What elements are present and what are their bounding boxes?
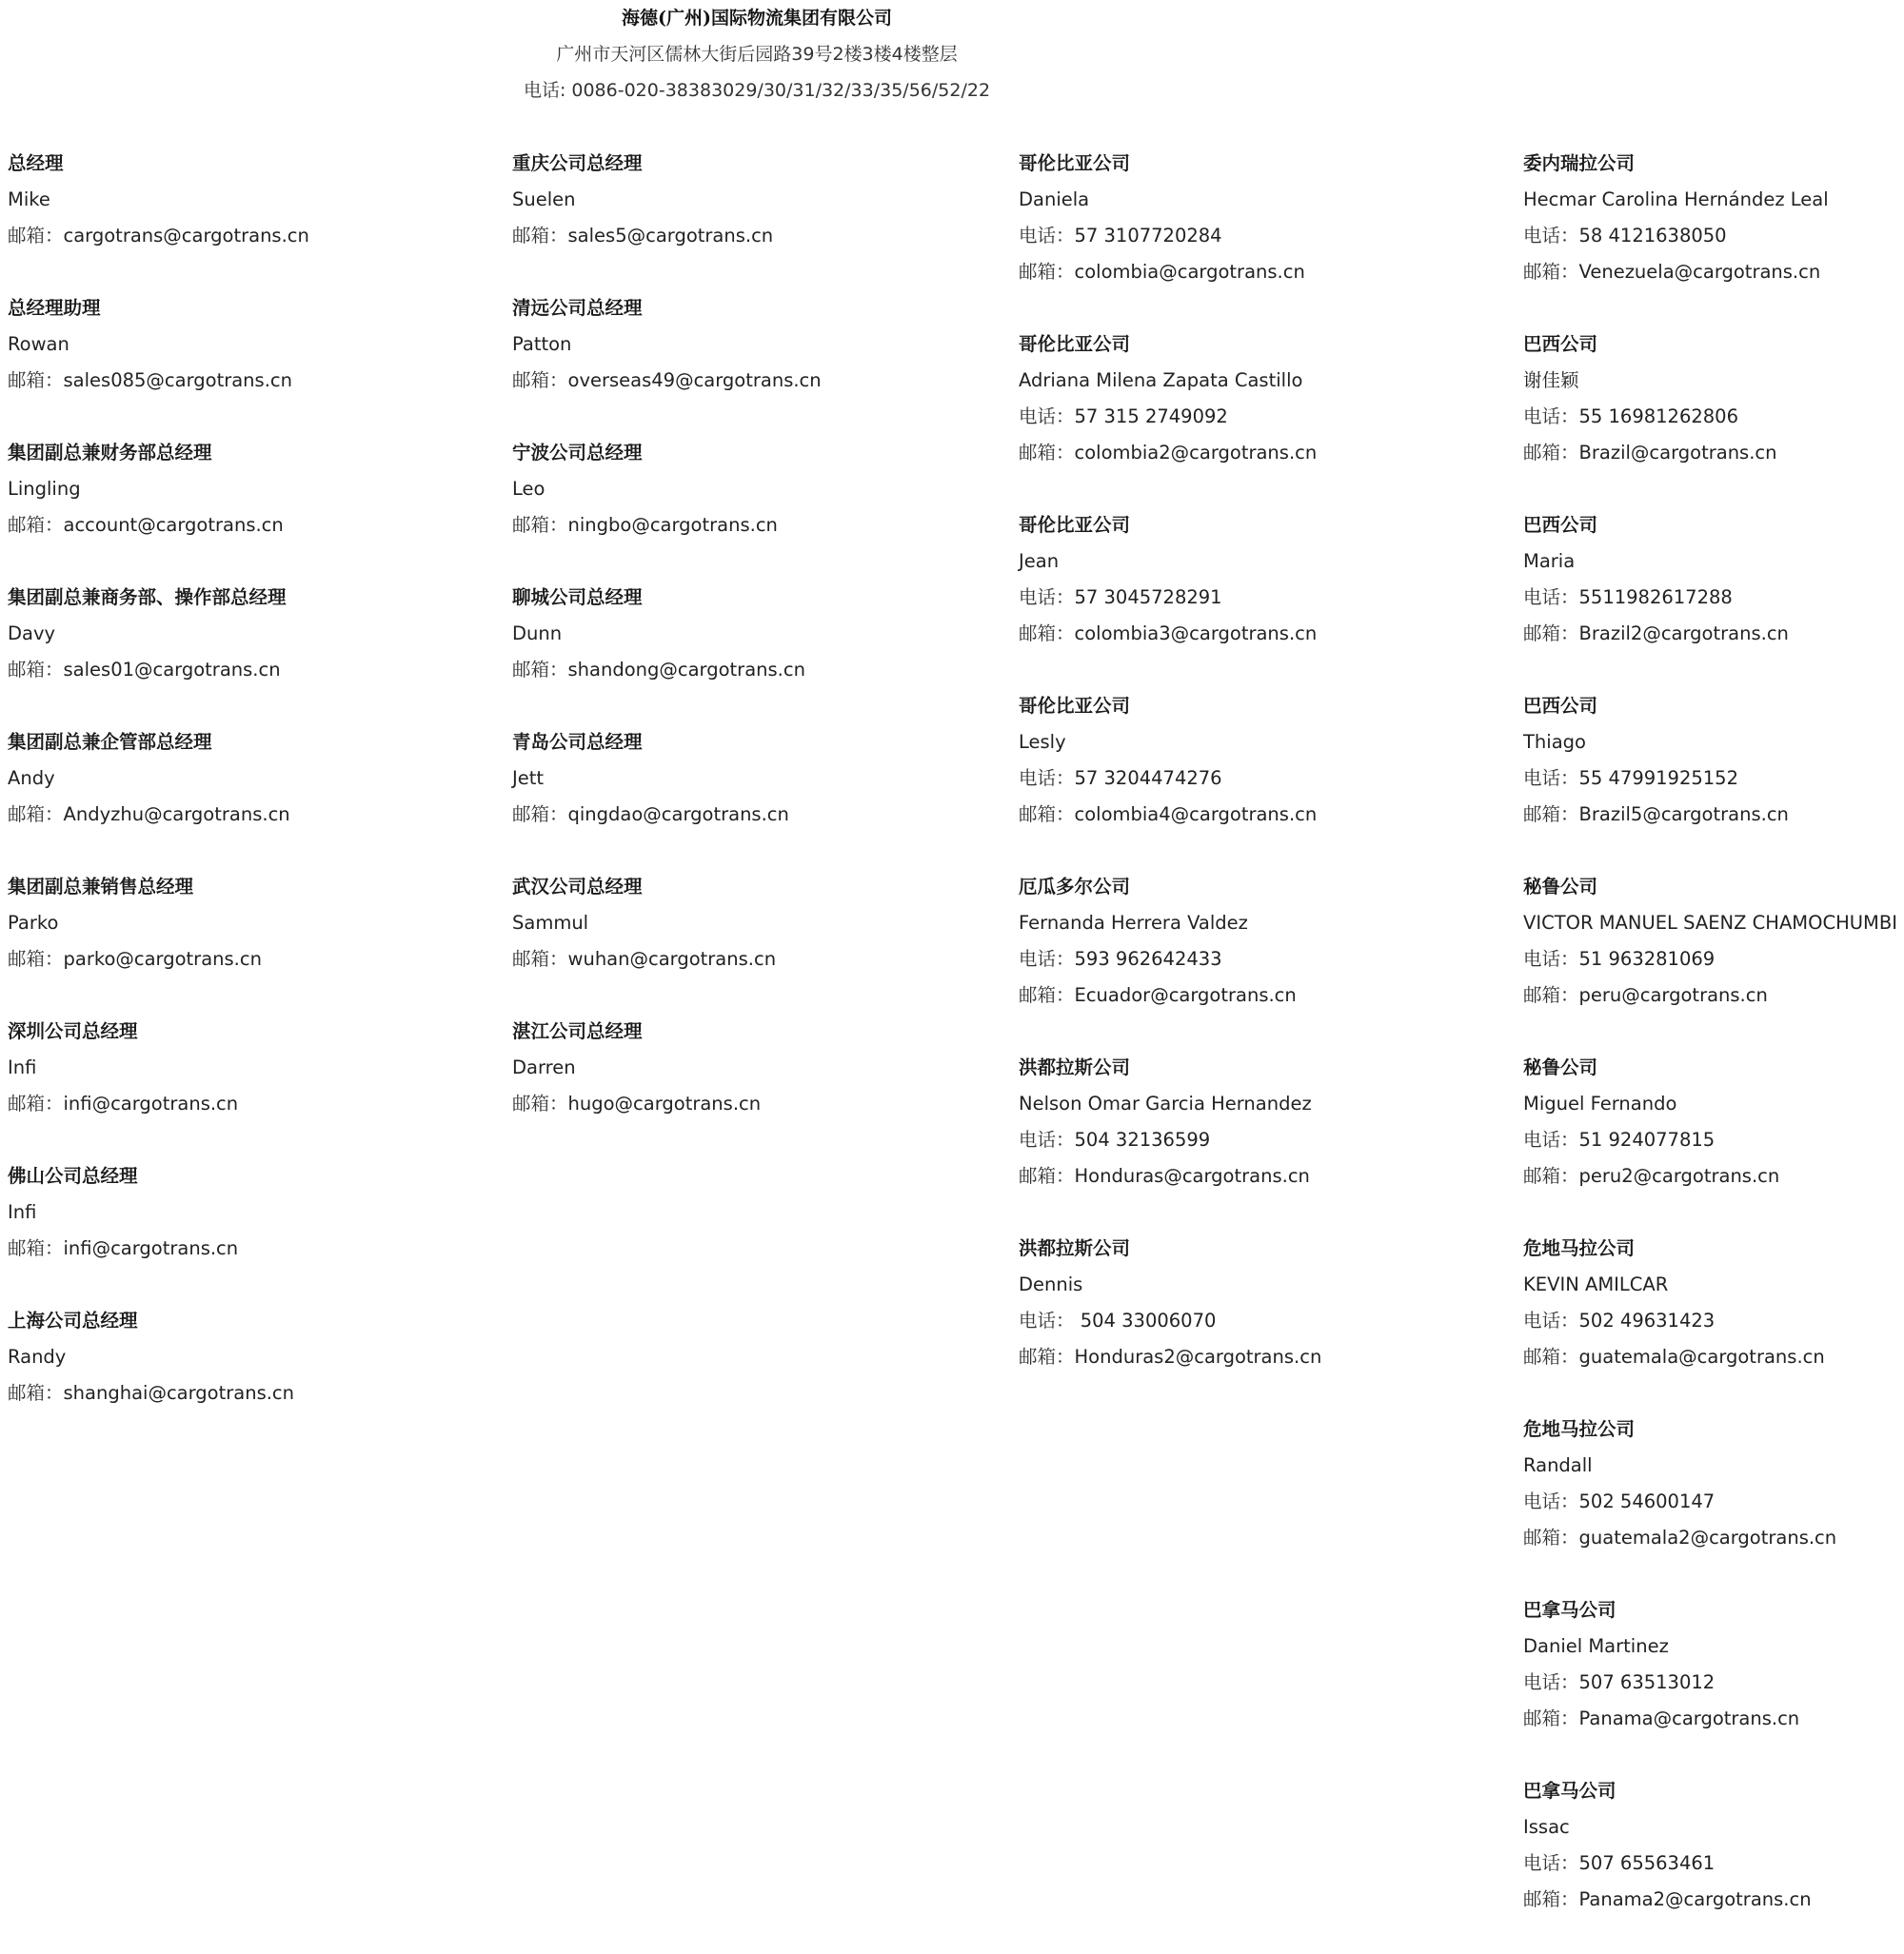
contact-entry (1523, 1773, 1897, 1918)
company-address: 广州市天河区儒林大街后园路39号2楼3楼4楼整层 (556, 44, 958, 65)
entry-title: 清远公司总经理 (512, 297, 643, 319)
contact-entry (1019, 869, 1321, 1014)
contact-entry (8, 1303, 309, 1411)
email-value[interactable]: Venezuela@cargotrans.cn (1578, 261, 1821, 283)
email-label: 邮箱： (1523, 622, 1579, 644)
contact-name: Darren (512, 1056, 576, 1078)
email-label: 邮箱： (1523, 1346, 1579, 1368)
email-label: 邮箱： (8, 225, 64, 247)
phone-row (1523, 760, 1897, 797)
contact-entry (8, 1158, 309, 1267)
phone-value: 57 3107720284 (1074, 225, 1222, 247)
phone-label: 电话： (1019, 767, 1075, 789)
contact-entry (1523, 1050, 1897, 1194)
phone-value: 502 49631423 (1578, 1310, 1716, 1332)
phone-label: 电话： (1523, 225, 1579, 247)
contact-name: Suelen (512, 188, 576, 210)
entry-title: 重庆公司总经理 (512, 152, 643, 174)
email-label: 邮箱： (1019, 1165, 1075, 1187)
contact-name: Mike (8, 188, 50, 210)
entry-title: 聊城公司总经理 (512, 586, 643, 608)
email-label: 邮箱： (1019, 984, 1075, 1006)
email-row (1523, 616, 1897, 652)
phone-value: 55 47991925152 (1578, 767, 1738, 789)
phone-label: 电话： (1523, 767, 1579, 789)
phone-row (1523, 1303, 1897, 1339)
contact-column-2 (512, 146, 822, 1158)
entry-title: 集团副总兼企管部总经理 (8, 731, 212, 753)
company-name: 海德(广州)国际物流集团有限公司 (622, 8, 892, 29)
contact-entry (1523, 146, 1897, 290)
phone-row (1019, 218, 1321, 254)
email-row (512, 1086, 822, 1122)
email-value[interactable]: Panama2@cargotrans.cn (1578, 1888, 1812, 1910)
contact-entry (1019, 507, 1321, 652)
phone-value: 51 924077815 (1578, 1129, 1716, 1151)
entry-title: 洪都拉斯公司 (1019, 1237, 1131, 1259)
entry-title: 武汉公司总经理 (512, 876, 643, 898)
entry-title: 巴拿马公司 (1523, 1599, 1616, 1621)
email-label: 邮箱： (1523, 1707, 1579, 1729)
contact-entry (1523, 326, 1897, 471)
contact-name: Jett (512, 767, 545, 789)
email-row (8, 218, 309, 254)
entry-title: 厄瓜多尔公司 (1019, 876, 1131, 898)
contact-name: Sammul (512, 912, 589, 934)
email-label: 邮箱： (512, 659, 568, 681)
email-value[interactable]: infi@cargotrans.cn (63, 1093, 239, 1115)
email-label: 邮箱： (512, 514, 568, 536)
contact-name: Maria (1523, 550, 1576, 572)
email-row (1019, 1339, 1321, 1375)
contact-entry (512, 869, 822, 977)
email-value[interactable]: colombia@cargotrans.cn (1074, 261, 1305, 283)
email-value[interactable]: Panama@cargotrans.cn (1578, 1707, 1800, 1729)
entry-title: 佛山公司总经理 (8, 1165, 138, 1187)
contact-name: Randall (1523, 1454, 1593, 1476)
contact-name: Andy (8, 767, 55, 789)
contact-name: 谢佳颖 (1523, 369, 1579, 391)
phone-value: 504 32136599 (1074, 1129, 1211, 1151)
contact-name: Issac (1523, 1816, 1570, 1838)
email-row (8, 1375, 309, 1411)
email-row (1523, 1882, 1897, 1918)
email-label: 邮箱： (8, 1237, 64, 1259)
contact-name: Miguel Fernando (1523, 1093, 1677, 1115)
contact-name: Infi (8, 1201, 37, 1223)
email-label: 邮箱： (1019, 1346, 1075, 1368)
phone-label: 电话： (1523, 1671, 1579, 1693)
email-label: 邮箱： (1523, 442, 1579, 464)
phone-label: 电话： (1523, 1852, 1579, 1874)
email-label: 邮箱： (8, 514, 64, 536)
contact-entry (8, 580, 309, 688)
contact-name: Infi (8, 1056, 37, 1078)
email-row (8, 1231, 309, 1267)
phone-value: 57 3204474276 (1074, 767, 1222, 789)
phone-value: 593 962642433 (1074, 948, 1222, 970)
email-row (8, 1086, 309, 1122)
phone-row (1019, 760, 1321, 797)
email-value[interactable]: peru@cargotrans.cn (1578, 984, 1768, 1006)
email-row (1019, 254, 1321, 290)
contact-entry (512, 724, 822, 833)
phone-value: 507 65563461 (1578, 1852, 1716, 1874)
phone-row (1523, 941, 1897, 977)
contact-name: Thiago (1523, 731, 1586, 753)
contact-name: Dennis (1019, 1273, 1083, 1295)
email-label: 邮箱： (8, 369, 64, 391)
email-row (1019, 616, 1321, 652)
phone-label: 电话： (1019, 1129, 1075, 1151)
email-label: 邮箱： (1019, 442, 1075, 464)
phone-value: 507 63513012 (1578, 1671, 1716, 1693)
phone-row (1019, 941, 1321, 977)
email-label: 邮箱： (1523, 1888, 1579, 1910)
email-value[interactable]: account@cargotrans.cn (63, 514, 284, 536)
email-row (1019, 797, 1321, 833)
entry-title: 哥伦比亚公司 (1019, 333, 1131, 355)
email-value[interactable]: Honduras2@cargotrans.cn (1074, 1346, 1322, 1368)
contact-entry (512, 1014, 822, 1122)
contact-column-3 (1019, 146, 1321, 1411)
entry-title: 委内瑞拉公司 (1523, 152, 1636, 174)
email-row (512, 652, 822, 688)
contact-entry (1523, 869, 1897, 1014)
phone-row (1523, 1122, 1897, 1158)
entry-title: 巴西公司 (1523, 333, 1598, 355)
contact-entry (1019, 1231, 1321, 1375)
contact-column-4 (1523, 146, 1897, 1954)
contact-column-1 (8, 146, 309, 1448)
email-label: 邮箱： (512, 369, 568, 391)
phone-value: 55 16981262806 (1578, 405, 1738, 427)
email-row (8, 797, 309, 833)
entry-title: 深圳公司总经理 (8, 1020, 138, 1042)
phone-label: 电话： (1019, 586, 1075, 608)
contact-entry (8, 146, 309, 254)
email-label: 邮箱： (1019, 803, 1075, 825)
email-value[interactable]: sales01@cargotrans.cn (63, 659, 281, 681)
phone-value: 57 315 2749092 (1074, 405, 1228, 427)
phone-value: 51 963281069 (1578, 948, 1716, 970)
phone-value: 58 4121638050 (1578, 225, 1727, 247)
email-label: 邮箱： (512, 225, 568, 247)
contact-name: Patton (512, 333, 572, 355)
email-row (512, 941, 822, 977)
phone-row (1019, 399, 1321, 435)
contact-name: VICTOR MANUEL SAENZ CHAMOCHUMBI (1523, 912, 1897, 934)
phone-row (1523, 1845, 1897, 1882)
email-label: 邮箱： (512, 803, 568, 825)
entry-title: 青岛公司总经理 (512, 731, 643, 753)
email-row (8, 363, 309, 399)
contact-name: Lesly (1019, 731, 1066, 753)
phone-label: 电话： (1523, 948, 1579, 970)
contact-name: Hecmar Carolina Hernández Leal (1523, 188, 1829, 210)
email-value[interactable]: overseas49@cargotrans.cn (567, 369, 822, 391)
email-value[interactable]: parko@cargotrans.cn (63, 948, 262, 970)
entry-title: 哥伦比亚公司 (1019, 152, 1131, 174)
phone-label: 电话： (1019, 948, 1075, 970)
phone-row (1019, 580, 1321, 616)
email-row (1019, 1158, 1321, 1194)
entry-title: 巴西公司 (1523, 695, 1598, 717)
email-row (8, 941, 309, 977)
phone-label: 电话： (1019, 225, 1075, 247)
email-label: 邮箱： (8, 659, 64, 681)
entry-title: 巴西公司 (1523, 514, 1598, 536)
phone-row (1523, 580, 1897, 616)
contact-entry (512, 146, 822, 254)
email-value[interactable]: qingdao@cargotrans.cn (567, 803, 789, 825)
email-row (1523, 797, 1897, 833)
phone-value: 504 33006070 (1074, 1310, 1217, 1332)
email-value[interactable]: ningbo@cargotrans.cn (567, 514, 778, 536)
email-value[interactable]: Brazil5@cargotrans.cn (1578, 803, 1789, 825)
email-value[interactable]: colombia2@cargotrans.cn (1074, 442, 1318, 464)
email-value[interactable]: sales085@cargotrans.cn (63, 369, 292, 391)
phone-value: 5511982617288 (1578, 586, 1733, 608)
contact-entry (1523, 507, 1897, 652)
contact-name: Parko (8, 912, 59, 934)
contact-entry (8, 869, 309, 977)
entry-title: 哥伦比亚公司 (1019, 695, 1131, 717)
contact-entry (1019, 688, 1321, 833)
email-label: 邮箱： (8, 803, 64, 825)
email-label: 邮箱： (1523, 261, 1579, 283)
phone-row (1523, 1665, 1897, 1701)
contact-name: Adriana Milena Zapata Castillo (1019, 369, 1303, 391)
contact-entry (1019, 146, 1321, 290)
email-label: 邮箱： (8, 1382, 64, 1404)
entry-title: 洪都拉斯公司 (1019, 1056, 1131, 1078)
entry-title: 总经理 (8, 152, 64, 174)
email-label: 邮箱： (1523, 1165, 1579, 1187)
email-value[interactable]: wuhan@cargotrans.cn (567, 948, 777, 970)
email-value[interactable]: colombia3@cargotrans.cn (1074, 622, 1318, 644)
phone-row (1523, 1484, 1897, 1520)
contact-entry (1523, 1231, 1897, 1375)
contact-name: Dunn (512, 622, 563, 644)
email-row (512, 797, 822, 833)
phone-row (1523, 218, 1897, 254)
phone-label: 电话： (1019, 405, 1075, 427)
contact-entry (512, 580, 822, 688)
entry-title: 宁波公司总经理 (512, 442, 643, 464)
email-value[interactable]: guatemala@cargotrans.cn (1578, 1346, 1825, 1368)
email-label: 邮箱： (512, 948, 568, 970)
email-row (512, 507, 822, 543)
contact-entry (512, 435, 822, 543)
contact-entry (512, 290, 822, 399)
entry-title: 巴拿马公司 (1523, 1780, 1616, 1802)
contact-entry (8, 290, 309, 399)
phone-label: 电话： (1523, 1310, 1579, 1332)
email-value[interactable]: Brazil@cargotrans.cn (1578, 442, 1777, 464)
contact-name: Jean (1019, 550, 1060, 572)
contact-name: Nelson Omar Garcia Hernandez (1019, 1093, 1312, 1115)
entry-title: 集团副总兼商务部、操作部总经理 (8, 586, 287, 608)
email-row (8, 652, 309, 688)
email-label: 邮箱： (1523, 803, 1579, 825)
email-value[interactable]: hugo@cargotrans.cn (567, 1093, 762, 1115)
contact-name: Lingling (8, 478, 81, 500)
email-value[interactable]: peru2@cargotrans.cn (1578, 1165, 1780, 1187)
email-value[interactable]: Honduras@cargotrans.cn (1074, 1165, 1310, 1187)
phone-row (1019, 1122, 1321, 1158)
contact-entry (8, 724, 309, 833)
entry-title: 集团副总兼销售总经理 (8, 876, 194, 898)
email-value[interactable]: Andyzhu@cargotrans.cn (63, 803, 290, 825)
phone-row (1523, 399, 1897, 435)
email-row (1019, 435, 1321, 471)
contact-name: Fernanda Herrera Valdez (1019, 912, 1248, 934)
contact-entry (1019, 1050, 1321, 1194)
entry-title: 危地马拉公司 (1523, 1237, 1636, 1259)
phone-label: 电话： (1019, 1310, 1075, 1332)
email-row (1523, 254, 1897, 290)
contact-entry (1523, 1592, 1897, 1737)
email-row (1019, 977, 1321, 1014)
email-label: 邮箱： (1523, 1527, 1579, 1549)
company-phone: 电话: 0086-020-38383029/30/31/32/33/35/56/52/22 (523, 80, 991, 101)
email-label: 邮箱： (8, 1093, 64, 1115)
phone-label: 电话： (1523, 405, 1579, 427)
email-row (8, 507, 309, 543)
contact-entry (8, 435, 309, 543)
phone-label: 电话： (1523, 586, 1579, 608)
phone-label: 电话： (1523, 1129, 1579, 1151)
email-value[interactable]: shanghai@cargotrans.cn (63, 1382, 295, 1404)
contact-entry (1523, 688, 1897, 833)
contact-entry (1523, 1411, 1897, 1556)
email-row (1523, 1701, 1897, 1737)
email-row (1523, 435, 1897, 471)
email-label: 邮箱： (8, 948, 64, 970)
email-value[interactable]: cargotrans@cargotrans.cn (63, 225, 309, 247)
entry-title: 秘鲁公司 (1523, 876, 1598, 898)
email-label: 邮箱： (1523, 984, 1579, 1006)
contact-name: Rowan (8, 333, 69, 355)
email-row (1523, 977, 1897, 1014)
email-value[interactable]: colombia4@cargotrans.cn (1074, 803, 1318, 825)
email-row (512, 218, 822, 254)
email-value[interactable]: Ecuador@cargotrans.cn (1074, 984, 1297, 1006)
entry-title: 总经理助理 (8, 297, 101, 319)
email-label: 邮箱： (512, 1093, 568, 1115)
contact-name: Leo (512, 478, 545, 500)
contact-name: Daniel Martinez (1523, 1635, 1669, 1657)
contact-name: Randy (8, 1346, 67, 1368)
entry-title: 湛江公司总经理 (512, 1020, 643, 1042)
email-value[interactable]: sales5@cargotrans.cn (567, 225, 774, 247)
entry-title: 危地马拉公司 (1523, 1418, 1636, 1440)
email-label: 邮箱： (1019, 622, 1075, 644)
email-value[interactable]: Brazil2@cargotrans.cn (1578, 622, 1789, 644)
phone-value: 57 3045728291 (1074, 586, 1222, 608)
contact-name: Davy (8, 622, 56, 644)
entry-title: 集团副总兼财务部总经理 (8, 442, 212, 464)
contact-entry (1019, 326, 1321, 471)
phone-value: 502 54600147 (1578, 1490, 1716, 1512)
phone-row (1019, 1303, 1321, 1339)
email-value[interactable]: guatemala2@cargotrans.cn (1578, 1527, 1837, 1549)
contact-entry (8, 1014, 309, 1122)
phone-label: 电话： (1523, 1490, 1579, 1512)
email-row (1523, 1520, 1897, 1556)
contact-name: KEVIN AMILCAR (1523, 1273, 1669, 1295)
email-value[interactable]: infi@cargotrans.cn (63, 1237, 239, 1259)
email-label: 邮箱： (1019, 261, 1075, 283)
contact-name: Daniela (1019, 188, 1090, 210)
entry-title: 哥伦比亚公司 (1019, 514, 1131, 536)
entry-title: 上海公司总经理 (8, 1310, 138, 1332)
email-row (1523, 1158, 1897, 1194)
email-row (1523, 1339, 1897, 1375)
email-row (512, 363, 822, 399)
entry-title: 秘鲁公司 (1523, 1056, 1598, 1078)
page-header (0, 0, 1514, 109)
email-value[interactable]: shandong@cargotrans.cn (567, 659, 805, 681)
